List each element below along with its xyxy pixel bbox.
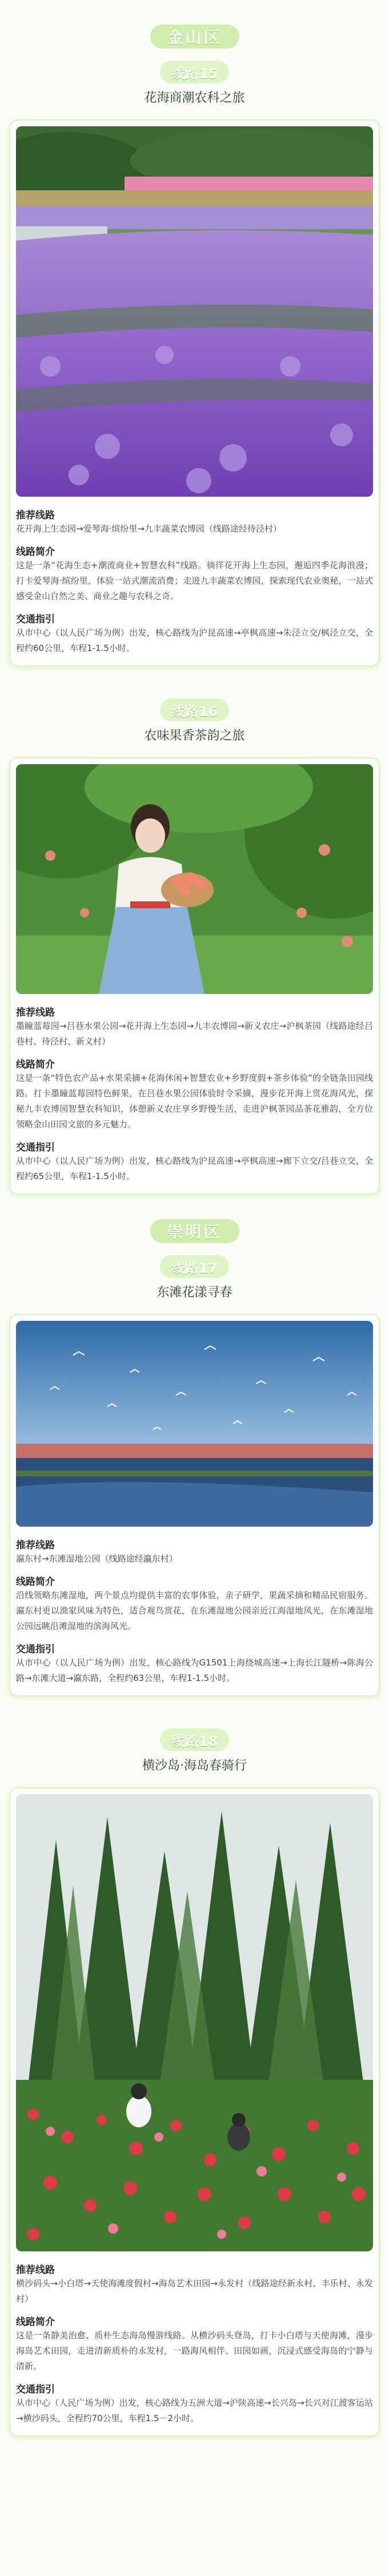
section-heading: 交通指引: [16, 1142, 55, 1153]
recommended-route-text: 墨瞳蓝莓园→吕巷水果公园→花开海上生态园→九丰农博园→新义农庄→沪枫茶园（线路途经吕巷村、待泾村、新义村）: [16, 1021, 373, 1047]
poppy-field-illustration: [16, 1794, 373, 2251]
traffic-guide-text: 从市中心（以人民广场为例）出发，核心路线为G1501上海绕城高速→上海长江隧桥→陈海公路→东滩大道→瀛东路，全程约63公里，车程1-1.5小时。: [16, 1658, 373, 1683]
route-title: 农味果香茶韵之旅: [144, 729, 245, 743]
peach-orchard-photo: [16, 764, 373, 994]
section-heading: 线路简介: [16, 1576, 55, 1588]
route-intro-text: 这是一条“花海生态+潮流商业+智慧农科”线路。徜徉花开海上生态园，邂逅四季花海浪漫；打卡爱琴海·缤纷里，体验一站式潮流消费；走进九丰蔬菜农博园，探索现代农业奥秘，一站式感受金山自然之美、商业之趣与农科之奇。: [16, 560, 373, 601]
recommended-route-text: 横沙码头→小白塔→天使海滩度假村→海岛艺术田园→永发村（线路途经新永村、丰乐村、永发村）: [16, 2278, 373, 2304]
route-details: [16, 507, 373, 656]
section-heading: 交通指引: [16, 2384, 55, 2395]
route-badge: 线路16: [160, 698, 229, 721]
route-header-16: [0, 698, 389, 744]
wetland-birds-illustration: [16, 1321, 373, 1527]
route-badge: 线路18: [160, 1728, 229, 1751]
route-header-18: [0, 1728, 389, 1774]
section-heading: 推荐线路: [16, 510, 55, 521]
route-title: 横沙岛·海岛春骑行: [142, 1759, 247, 1773]
route-header-15: [0, 61, 389, 106]
route-details: [16, 2262, 373, 2426]
lavender-field-photo: [16, 126, 373, 497]
recommended-route-text: 瀛东村→东滩湿地公园（线路途经瀛东村）: [16, 1553, 178, 1564]
section-heading: 推荐线路: [16, 1540, 55, 1551]
route-intro-text: 这是一条静美治愈、质朴生态海岛慢游线路。从横沙码头登岛，打卡小白塔与天使海滩，漫步海岛艺术田园，走进清新质朴的永发村，一路海风相伴、田园如画，沉浸式感受海岛的宁静与清新。: [16, 2330, 373, 2371]
route-title: 东滩花漾寻春: [157, 1285, 232, 1300]
route-title: 花海商潮农科之旅: [144, 91, 245, 105]
route-intro-text: 这是一条“特色农产品+水果采摘+花海休闲+智慧农业+乡野度假+茶乡体验”的全链条田园线路。打卡墨瞳蓝莓园特色鲜果，在吕巷水果公园体验时令采摘，漫步花开海上赏花海风光，探秘九丰农博园智慧农科知识，体憩新义农庄享乡野慢生活，走进沪枫茶园品茶花雅韵，全方位领略金山田园文旅的多元魅力。: [16, 1073, 373, 1129]
route-details: [16, 1537, 373, 1686]
route-header-17: [0, 1255, 389, 1300]
route-card-16: [9, 757, 380, 1195]
route-badge: 线路17: [160, 1255, 229, 1278]
route-card-17: [9, 1314, 380, 1696]
traffic-guide-text: 从市中心（以人民广场为例）出发，核心路线为沪昆高速→亭枫高速→廊下立交/吕巷立交，全程约65公里，车程1-1.5小时。: [16, 1156, 373, 1181]
district-title: 金山区: [150, 25, 239, 49]
peach-orchard-illustration: [16, 764, 373, 994]
section-heading: 推荐线路: [16, 2265, 55, 2276]
route-details: [16, 1004, 373, 1184]
traffic-guide-text: 从市中心（以人民广场为例）出发，核心路线为沪昆高速→亭枫高速→朱泾立交/枫泾立交，全程约60公里，车程1-1.5小时。: [16, 628, 373, 653]
district-title: 崇明区: [150, 1219, 239, 1243]
section-heading: 交通指引: [16, 1644, 55, 1655]
route-card-18: [9, 1787, 380, 2437]
traffic-guide-text: 从市中心（人民广场为例）出发，核心路线为五洲大道→沪陕高速→长兴岛→长兴对江渡客运站→横沙码头，全程约70公里，车程1.5－2小时。: [16, 2398, 373, 2423]
poppy-field-photo: [16, 1794, 373, 2251]
lavender-field-illustration: [16, 126, 373, 497]
route-card-15: [9, 119, 380, 666]
section-heading: 交通指引: [16, 614, 55, 625]
district-header-jinshan: [0, 19, 389, 54]
district-header-chongming: [0, 1214, 389, 1248]
section-heading: 推荐线路: [16, 1007, 55, 1019]
section-heading: 线路简介: [16, 1059, 55, 1071]
section-heading: 线路简介: [16, 546, 55, 558]
route-intro-text: 沿线领略东滩湿地，两个景点均提供丰富的农事体验，亲子研学，果蔬采摘和精品民宿服务。瀛东村更以渔家风味为特色，适合观鸟赏花，在东滩湿地公园亲近江海湿地风光，在东滩湿地公园远眺沿滩湿地的滨海风光。: [16, 1590, 373, 1631]
route-badge: 线路15: [160, 61, 229, 83]
recommended-route-text: 花开海上生态园→爱琴海·缤纷里→九丰蔬菜农博园（线路途经待泾村）: [16, 524, 282, 534]
wetland-birds-photo: [16, 1321, 373, 1527]
section-heading: 线路简介: [16, 2317, 55, 2328]
